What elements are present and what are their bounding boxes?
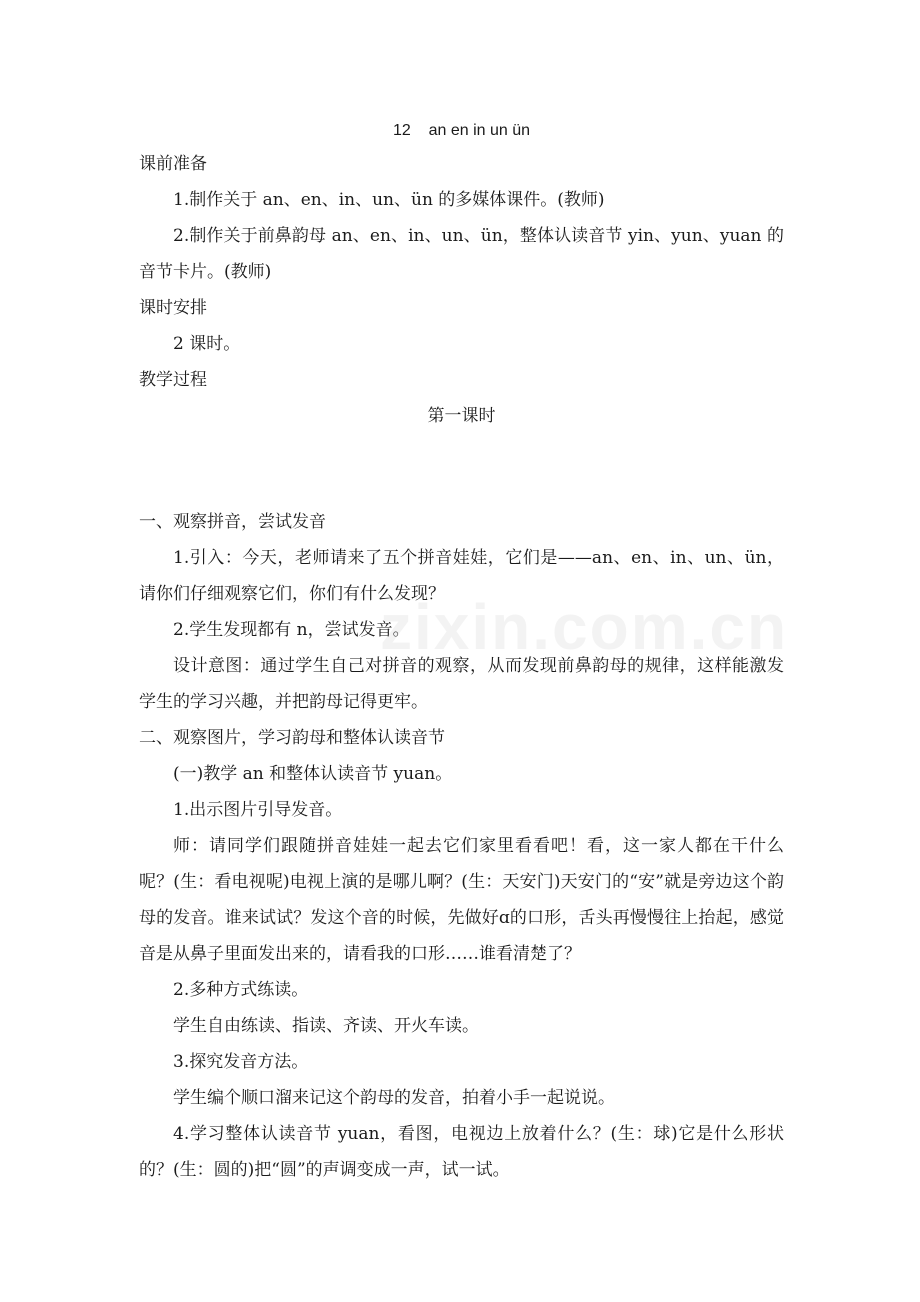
section-heading: 课时安排 (139, 298, 207, 318)
lesson-section-title: 第一课时 (427, 406, 496, 426)
paragraph: 1.制作关于 an、en、in、un、ün 的多媒体课件。(教师) (173, 190, 605, 210)
section-heading: 教学过程 (139, 370, 207, 390)
paragraph: 4.学习整体认读音节 yuan，看图，电视边上放着什么？(生：球)它是什么形状的？(生：圆的)把“圆”的声调变成一声，试一试。 (139, 1124, 784, 1180)
section-heading: 二、观察图片，学习韵母和整体认读音节 (139, 728, 445, 748)
paragraph: 2.学生发现都有 n，尝试发音。 (173, 620, 410, 640)
paragraph: 学生编个顺口溜来记这个韵母的发音，拍着小手一起说说。 (173, 1088, 615, 1108)
section-heading: 一、观察拼音，尝试发音 (139, 512, 326, 532)
paragraph: 师：请同学们跟随拼音娃娃一起去它们家里看看吧！看，这一家人都在干什么呢？(生：看电视呢)电视上演的是哪儿啊？(生：天安门)天安门的“安”就是旁边这个韵母的发音。谁来试试？发这个音的时候，先做好ɑ的口形，舌头再慢慢往上抬起，感觉音是从鼻子里面发出来的，请看我的口形……谁看清楚了？ (139, 836, 784, 964)
paragraph: 2.多种方式练读。 (173, 980, 309, 1000)
paragraph: 学生自由练读、指读、齐读、开火车读。 (173, 1016, 479, 1036)
watermark: zixin.com.cn (380, 591, 789, 663)
paragraph: (一)教学 an 和整体认读音节 yuan。 (173, 764, 453, 784)
content-blocks (139, 146, 784, 1188)
paragraph: 3.探究发音方法。 (173, 1052, 309, 1072)
paragraph: 2.制作关于前鼻韵母 an、en、in、un、ün，整体认读音节 yin、yun、yuan 的音节卡片。(教师) (139, 226, 784, 282)
paragraph: 1.引入：今天，老师请来了五个拼音娃娃，它们是——an、en、in、un、ün，请你们仔细观察它们，你们有什么发现？ (139, 548, 784, 604)
paragraph: 1.出示图片引导发音。 (173, 800, 343, 820)
paragraph: 2 课时。 (173, 334, 241, 354)
document-body (139, 116, 784, 1188)
paragraph: 设计意图：通过学生自己对拼音的观察，从而发现前鼻韵母的规律，这样能激发学生的学习兴趣，并把韵母记得更牢。 (139, 656, 784, 712)
section-heading: 课前准备 (139, 154, 207, 174)
document-title: 12 an en in un ün (393, 122, 530, 139)
blank-line (139, 451, 784, 487)
